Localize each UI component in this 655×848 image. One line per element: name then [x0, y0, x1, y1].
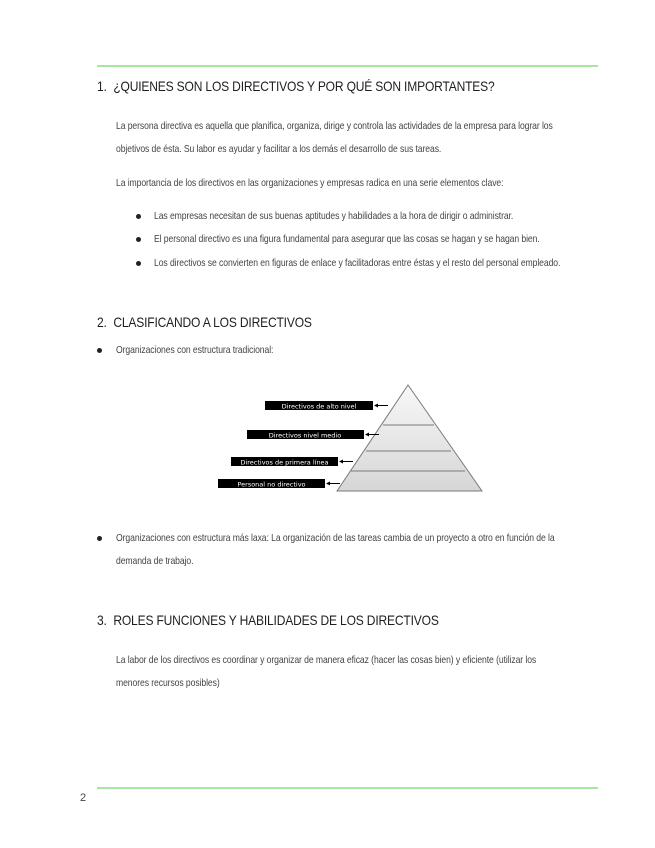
paragraph-line: menores recursos posibles)	[116, 677, 220, 689]
section-1-heading	[97, 78, 495, 94]
page-number: 2	[80, 792, 87, 804]
section-2-title: CLASIFICANDO A LOS DIRECTIVOS	[113, 314, 312, 330]
list-item: Organizaciones con estructura tradicional:	[116, 344, 274, 356]
section-2-bullet-2	[116, 527, 575, 573]
section-3-paragraph	[116, 649, 575, 695]
header-rule	[97, 65, 598, 67]
pyramid-level-label: Directivos de primera línea	[240, 458, 329, 467]
section-1-paragraph-2	[116, 172, 575, 195]
footer-rule	[97, 787, 598, 789]
bullet-icon	[136, 237, 141, 242]
hierarchy-pyramid-diagram	[212, 382, 492, 497]
pyramid-level-label: Directivos nivel medio	[268, 431, 342, 440]
arrow-head-icon	[339, 460, 343, 464]
paragraph-line: La importancia de los directivos en las organizaciones y empresas radica en una serie elementos clave:	[116, 177, 504, 189]
bullet-icon	[136, 214, 141, 219]
arrow-head-icon	[374, 404, 378, 408]
bullet-icon	[136, 261, 141, 266]
section-1-title: ¿QUIENES SON LOS DIRECTIVOS Y POR QUÉ SON IMPORTANTES?	[113, 78, 495, 94]
section-3-title: ROLES FUNCIONES Y HABILIDADES DE LOS DIRECTIVOS	[113, 612, 439, 628]
pyramid-level-label: Directivos de alto nivel	[281, 402, 357, 411]
paragraph-line: La persona directiva es aquella que planifica, organiza, dirige y controla las actividades de la empresa para lograr los	[116, 120, 553, 132]
section-2-heading	[97, 314, 312, 330]
section-1-number: 1.	[97, 78, 107, 94]
section-3-number: 3.	[97, 612, 107, 628]
list-item: Las empresas necesitan de sus buenas aptitudes y habilidades a la hora de dirigir o administrar.	[154, 210, 514, 222]
arrow-head-icon	[365, 433, 369, 437]
paragraph-line: objetivos de ésta. Su labor es ayudar y facilitar a los demás el desarrollo de sus tareas.	[116, 143, 442, 155]
paragraph-line: La labor de los directivos es coordinar y organizar de manera eficaz (hacer las cosas bien) y eficiente (utilizar los	[116, 654, 537, 666]
section-1-paragraph-1	[116, 115, 575, 161]
arrow-head-icon	[326, 482, 330, 486]
paragraph-line: demanda de trabajo.	[116, 555, 194, 567]
list-item: Los directivos se convierten en figuras de enlace y facilitadoras entre éstas y el resto del personal empleado.	[154, 257, 561, 269]
pyramid-level-label: Personal no directivo	[237, 480, 306, 489]
bullet-icon	[97, 348, 102, 353]
paragraph-line: Organizaciones con estructura más laxa: La organización de las tareas cambia de un proyecto a otro en función de la	[116, 532, 555, 544]
bullet-icon	[97, 536, 102, 541]
section-2-number: 2.	[97, 314, 107, 330]
list-item: El personal directivo es una figura fundamental para asegurar que las cosas se hagan y se hagan bien.	[154, 233, 540, 245]
section-3-heading	[97, 612, 439, 628]
